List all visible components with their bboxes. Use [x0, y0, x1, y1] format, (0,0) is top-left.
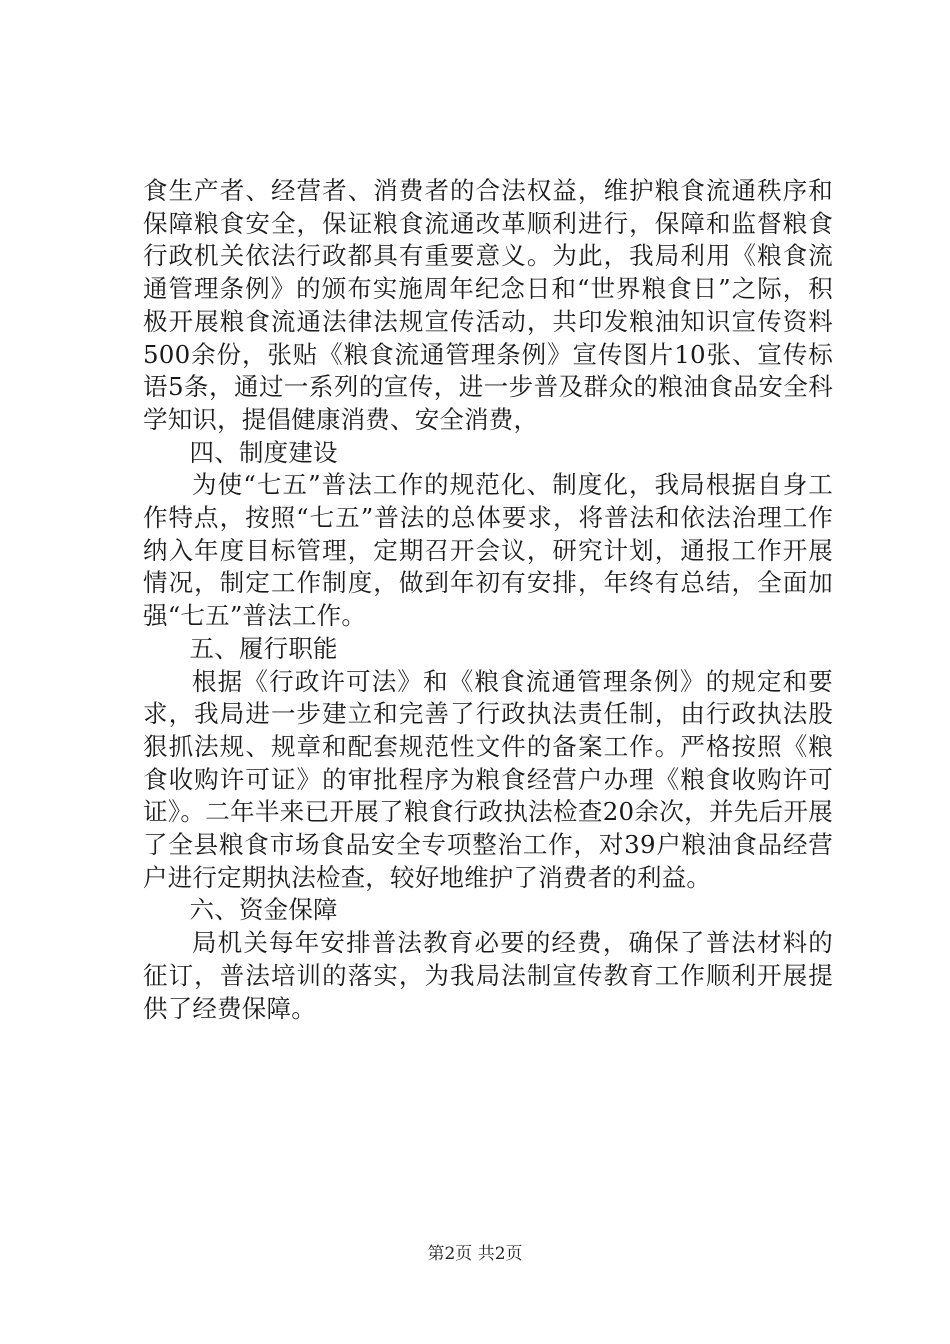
section-heading-funding: 六、资金保障: [189, 895, 338, 925]
paragraph-continuation: 食生产者、经营者、消费者的合法权益，维护粮食流通秩序和保障粮食安全，保证粮食流通改革顺利进行，保障和监督粮食行政机关依法行政都具有重要意义。为此，我局利用《粮食流通管理条例》的颁布实施周年纪念日和“世界粮食日”之际，积极开展粮食流通法律法规宣传活动，共印发粮油知识宣传资料500余份，张贴《粮食流通管理条例》宣传图片10张、宣传标语5条，通过一系列的宣传，进一步普及群众的粮油食品安全科学知识，提倡健康消费、安全消费，: [143, 176, 833, 434]
paragraph-performing-duties: 根据《行政许可法》和《粮食流通管理条例》的规定和要求，我局进一步建立和完善了行政执法责任制，由行政执法股狠抓法规、规章和配套规范性文件的备案工作。严格按照《粮食收购许可证》的审批程序为粮食经营户办理《粮食收购许可证》。二年半来已开展了粮食行政执法检查20余次，并先后开展了全县粮食市场食品安全专项整治工作，对39户粮油食品经营户进行定期执法检查，较好地维护了消费者的利益。: [143, 666, 833, 892]
section-heading-system-building: 四、制度建设: [189, 437, 338, 467]
page-number-footer: 第2页 共2页: [427, 1244, 523, 1264]
paragraph-funding: 局机关每年安排普法教育必要的经费，确保了普法材料的征订，普法培训的落实，为我局法制宣传教育工作顺利开展提供了经费保障。: [143, 928, 833, 1023]
paragraph-system-building: 为使“七五”普法工作的规范化、制度化，我局根据自身工作特点，按照“七五”普法的总体要求，将普法和依法治理工作纳入年度目标管理，定期召开会议，研究计划，通报工作开展情况，制定工作制度，做到年初有安排，年终有总结，全面加强“七五”普法工作。: [143, 470, 833, 631]
document-body: [143, 175, 833, 1025]
section-heading-performing-duties: 五、履行职能: [189, 633, 338, 663]
